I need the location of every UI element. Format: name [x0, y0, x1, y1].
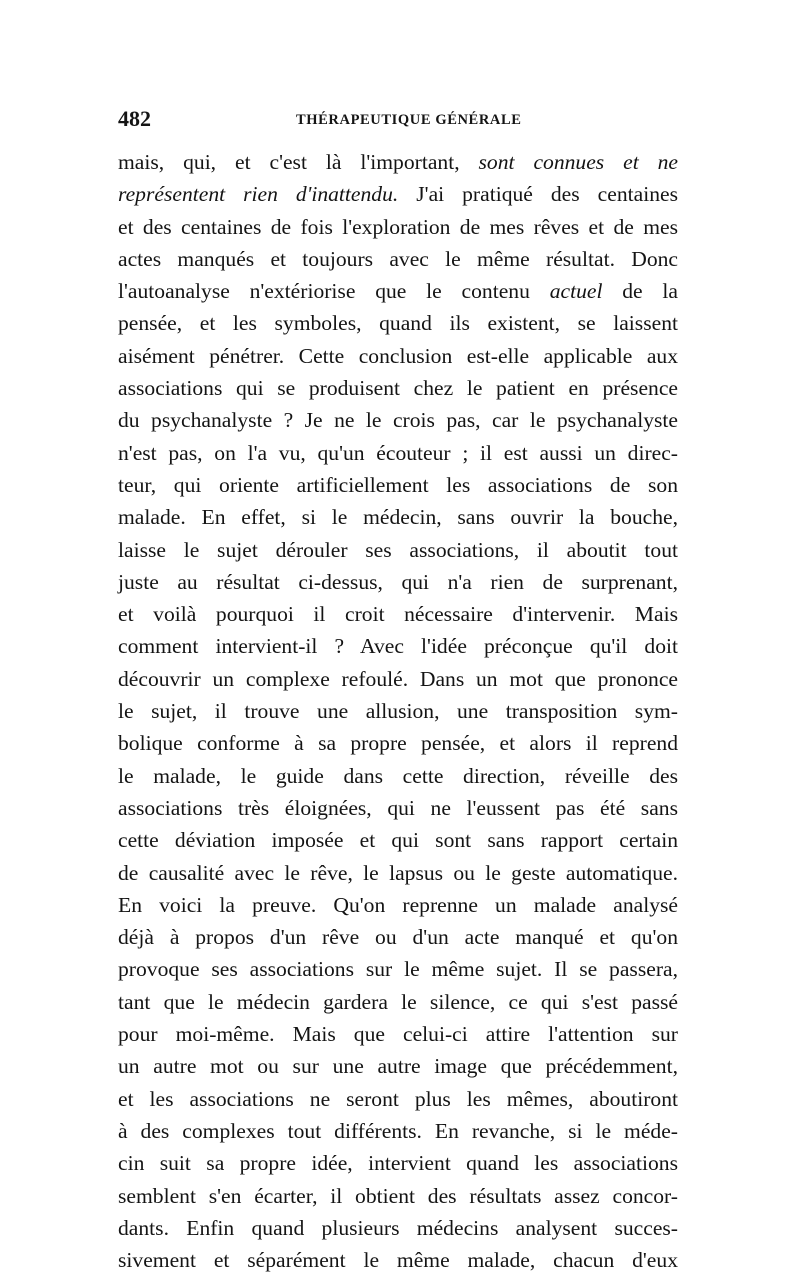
- text-line: n'est pas, on l'a vu, qu'un écouteur ; il est aussi un direc-: [118, 440, 678, 465]
- text-line: et voilà pourquoi il croit nécessaire d'intervenir. Mais: [118, 602, 678, 627]
- text-line: et des centaines de fois l'exploration de mes rêves et de mes: [118, 214, 678, 239]
- text-line: découvrir un complexe refoulé. Dans un mot que prononce: [118, 666, 678, 691]
- text-line: déjà à propos d'un rêve ou d'un acte manqué et qu'on: [118, 925, 678, 950]
- text-line: de causalité avec le rêve, le lapsus ou le geste automatique.: [118, 860, 678, 885]
- text-line: teur, qui oriente artificiellement les associations de son: [118, 472, 678, 497]
- text-segment: l'autoanalyse n'extériorise que le contenu: [118, 279, 550, 304]
- text-line: aisément pénétrer. Cette conclusion est-elle applicable aux: [118, 343, 678, 368]
- italic-text: actuel: [549, 279, 603, 304]
- body-paragraph: [118, 146, 678, 1276]
- text-line: associations très éloignées, qui ne l'eussent pas été sans: [118, 795, 678, 820]
- text-line: dants. Enfin quand plusieurs médecins analysent succes-: [118, 1215, 678, 1240]
- text-line: juste au résultat ci-dessus, qui n'a rien de surprenant,: [118, 569, 678, 594]
- text-line: tant que le médecin gardera le silence, ce qui s'est passé: [118, 989, 678, 1014]
- running-title: THÉRAPEUTIQUE GÉNÉRALE: [296, 112, 522, 128]
- running-header: [118, 104, 678, 134]
- text-line: laisse le sujet dérouler ses associations, il aboutit tout: [118, 537, 678, 562]
- text-segment: J'ai pratiqué des centaines: [398, 182, 678, 207]
- text-segment: de la: [602, 279, 678, 304]
- text-line: pensée, et les symboles, quand ils existent, se laissent: [118, 311, 678, 336]
- text-line: un autre mot ou sur une autre image que précédemment,: [118, 1054, 678, 1079]
- text-line: provoque ses associations sur le même sujet. Il se passera,: [118, 957, 678, 982]
- text-line: bolique conforme à sa propre pensée, et alors il reprend: [118, 731, 678, 756]
- text-line: le sujet, il trouve une allusion, une transposition sym-: [118, 699, 678, 724]
- text-line: malade. En effet, si le médecin, sans ouvrir la bouche,: [118, 505, 678, 530]
- text-line: à des complexes tout différents. En revanche, si le méde-: [118, 1118, 678, 1143]
- text-line: En voici la preuve. Qu'on reprenne un malade analysé: [118, 892, 678, 917]
- text-line: comment intervient-il ? Avec l'idée préconçue qu'il doit: [118, 634, 678, 659]
- text-line: et les associations ne seront plus les mêmes, aboutiront: [118, 1086, 678, 1111]
- text-line: [118, 275, 678, 307]
- text-line: actes manqués et toujours avec le même résultat. Donc: [118, 246, 678, 271]
- text-line: cin suit sa propre idée, intervient quand les associations: [118, 1151, 678, 1176]
- text-line: [118, 178, 678, 210]
- text-segment: mais, qui, et c'est là l'important,: [118, 150, 479, 174]
- text-line: pour moi-même. Mais que celui-ci attire l'attention sur: [118, 1022, 678, 1047]
- italic-text: représentent rien d'inattendu.: [118, 182, 399, 207]
- italic-text: sont connues et ne: [478, 150, 678, 174]
- text-line: du psychanalyste ? Je ne le crois pas, car le psychanalyste: [118, 408, 678, 433]
- page-number: 482: [118, 106, 151, 131]
- text-line: le malade, le guide dans cette direction, réveille des: [118, 763, 678, 788]
- text-line: semblent s'en écarter, il obtient des résultats assez concor-: [118, 1183, 678, 1208]
- text-line: cette déviation imposée et qui sont sans rapport certain: [118, 828, 678, 853]
- text-line: sivement et séparément le même malade, chacun d'eux: [118, 1248, 678, 1273]
- text-line: associations qui se produisent chez le patient en présence: [118, 376, 678, 401]
- text-line: [118, 146, 678, 178]
